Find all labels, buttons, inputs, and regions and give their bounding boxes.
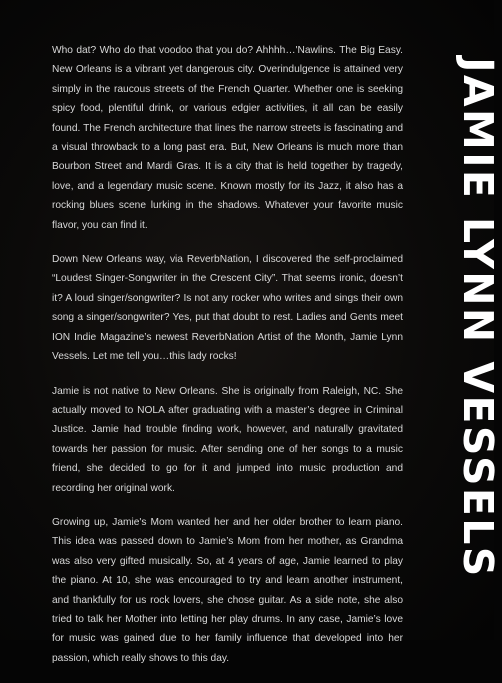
paragraph-origin: Jamie is not native to New Orleans. She is originally from Raleigh, NC. She actually moved to NOLA after graduating with a master’s degree in Criminal Justice. Jamie had trouble finding work, however, and naturally gravitated towards her passion for music. After sending one of her songs to a music friend, she decided to go for it and jumped into music production and recording her original work.: [52, 385, 403, 494]
article-body: [52, 41, 403, 683]
artist-name-title: JAMIE LYNN VESSELS: [454, 57, 502, 579]
paragraph-intro: Who dat? Who do that voodoo that you do? Ahhhh…'Nawlins. The Big Easy. New Orleans is a vibrant yet dangerous city. Overindulgence is attained very simply in the raucous streets of the French Quarter. Whether one is seeking spicy food, plentiful drink, or various edgier activities, it all can be easily found. The French architecture that lines the narrow streets is fascinating and a visual throwback to a long past era. But, New Orleans is much more than Bourbon Street and Mardi Gras. It is a city that is held together by tragedy, love, and a legendary music scene. Known mostly for its Jazz, it also has a rocking blues scene lurking in the shadows. Whatever your favorite music flavor, you can find it.: [52, 45, 403, 231]
paragraph-discovery: Down New Orleans way, via ReverbNation, I discovered the self-proclaimed “Loudest Singer-Songwriter in the Crescent City”. That seems ironic, doesn’t it? A loud singer/songwriter? Is not any rocker who writes and sings their own song a singer/songwriter? Yes, put that doubt to rest. Ladies and Gents meet ION Indie Magazine’s newest ReverbNation Artist of the Month, Jamie Lynn Vessels. Let me tell you…this lady rocks!: [52, 254, 403, 363]
paragraph-childhood: Growing up, Jamie's Mom wanted her and her older brother to learn piano. This idea was passed down to Jamie’s Mom from her mother, as Grandma was also very gifted musically. So, at 4 years of age, Jamie learned to play the piano. At 10, she was encouraged to try and learn another instrument, and thankfully for us rock lovers, she chose guitar. As a side note, she also tried to talk her Mother into letting her play drums. In any case, Jamie’s love for music was gained due to her family influence that developed into her passion, which really shows to this day.: [52, 516, 403, 664]
